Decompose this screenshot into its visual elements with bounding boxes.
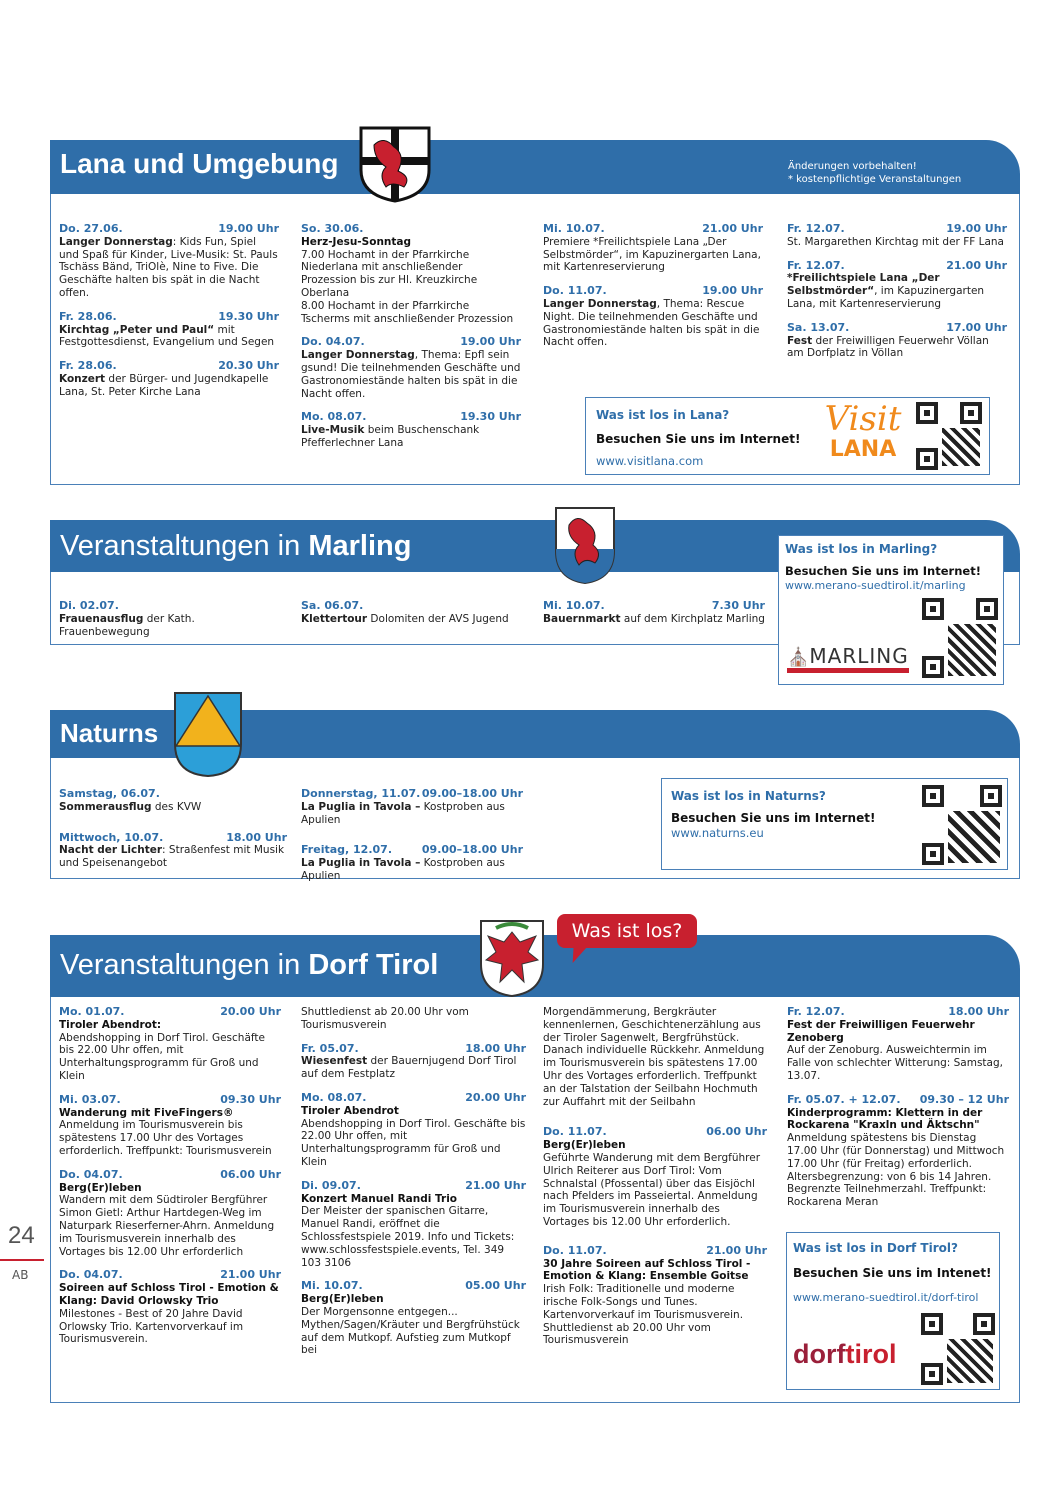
event-continued: Shuttledienst ab 20.00 Uhr vom Tourismusverein (301, 1006, 469, 1031)
event: Mo. 08.07. 19.30 Uhr Live-Musik beim Buschenschank Pfefferlechner Lana (301, 410, 521, 449)
visitlana-logo: Visit LANA (824, 399, 902, 462)
event: Mi. 03.07. 09.30 Uhr Wanderung mit FiveFingers® Anmeldung im Tourismusverein bis spätestens 17.00 Uhr des Vortages erforderlich. Treffpunkt: Tourismusverein (59, 1092, 281, 1157)
lana-col-1 (59, 223, 279, 410)
info-visit: Besuchen Sie uns im Internet! (785, 564, 981, 578)
marling-title: Veranstaltungen in Marling (60, 530, 412, 562)
info-url[interactable]: www.merano-suedtirol.it/dorf-tirol (793, 1291, 979, 1304)
marling-logo: ⛪MARLING (787, 644, 909, 673)
event: Mi. 10.07. 05.00 Uhr Berg(Er)leben Der Morgensonne entgegen... Mythen/Sagen/Kräuter und Bergfrühstück auf dem Mutkopf. Aufstieg zum Mutkopf bei (301, 1279, 526, 1357)
info-question: Was ist los in Dorf Tirol? (793, 1241, 958, 1255)
event: Fr. 12.07. 19.00 Uhr St. Margarethen Kirchtag mit der FF Lana (787, 222, 1007, 248)
event: Do. 04.07. 19.00 Uhr Langer Donnerstag, Thema: Epfl sein gsund! Die teilnehmenden Geschäfte und Gastronomiestände halten bis spät in die Nacht offen. (301, 335, 521, 400)
event: Donnerstag, 11.07. 09.00–18.00 Uhr La Puglia in Tavola – Kostproben aus Apulien (301, 787, 523, 826)
naturns-info-box[interactable] (661, 778, 1008, 870)
event: Fr. 05.07. + 12.07. 09.30 – 12 Uhr Kinderprogramm: Klettern in der Rockarena "Kraxln und Äktschn" Anmeldung spätestens bis Dienstag 17.00 Uhr (für Donnerstag) und Mittwoch 17.00 Uhr (für Freitag) erforderlich. Altersbegrenzung: von 6 bis 14 Jahren. Begrenzte Teilnehmerzahl. Treffpunkt: Rockarena Meran (787, 1092, 1009, 1209)
marling-col-3 (543, 600, 765, 637)
info-question: Was ist los in Marling? (785, 542, 938, 556)
event: Di. 09.07. 21.00 Uhr Konzert Manuel Randi Trio Der Meister der spanischen Gitarre, Manuel Randi, eröffnet die Schlossfestspiele 2019. Info und Tickets: www.schlossfestspiele.events, Tel. 349 103 3106 (301, 1178, 526, 1269)
event: Mi. 10.07. 21.00 Uhr Premiere *Freilichtspiele Lana „Der Selbstmörder“, im Kapuzinergarten Lana, mit Kartenreservierung (543, 222, 763, 274)
naturns-col-1 (59, 788, 287, 881)
event: Fr. 12.07. 18.00 Uhr Fest der Freiwilligen Feuerwehr Zenoberg Auf der Zenoburg. Ausweichtermin im Falle von schlechter Witterung: Samstag, 13.07. (787, 1005, 1009, 1082)
info-visit: Besuchen Sie uns im Intenet! (793, 1266, 992, 1280)
event: Sa. 13.07. 17.00 Uhr Fest der Freiwilligen Feuerwehr Völlan am Dorfplatz in Völlan (787, 320, 1007, 360)
qr-code-icon (916, 402, 982, 470)
event: Do. 11.07. 21.00 Uhr 30 Jahre Soireen auf Schloss Tirol - Emotion & Klang: Ensemble Goitse Irish Folk: Traditionelle und moderne irische Folk-Songs und Tunes. Kartenvorverkauf im Tourismusverein. Shuttledienst ab 20.00 Uhr vom Tourismusverein (543, 1243, 767, 1347)
tirol-crest-icon (478, 918, 546, 998)
was-ist-los-bubble: Was ist los? (557, 914, 697, 948)
event: Fr. 05.07. 18.00 Uhr Wiesenfest der Bauernjugend Dorf Tirol auf dem Festplatz (301, 1041, 526, 1081)
dorftirol-logo: dorftirol (793, 1339, 897, 1369)
info-url[interactable]: www.visitlana.com (596, 454, 704, 468)
info-url[interactable]: www.merano-suedtirol.it/marling (785, 579, 966, 592)
event: Mittwoch, 10.07. 18.00 Uhr Nacht der Lichter: Straßenfest mit Musik und Speisenangebot (59, 830, 287, 870)
marling-info-box[interactable] (778, 535, 1004, 685)
info-question: Was ist los in Naturns? (671, 789, 826, 803)
lana-col-2 (301, 223, 521, 461)
event: Do. 04.07. 06.00 Uhr Berg(Er)leben Wandern mit dem Südtiroler Bergführer Simon Gietl: Arthur Hartdegen-Weg im Naturpark Rieserferner-Ahrn. Anmeldung im Tourismusverein innerhalb des Vortages bis 12.00 Uhr erforderlich (59, 1167, 281, 1258)
lana-band (50, 140, 1020, 194)
marling-col-1 (59, 600, 279, 649)
event-continued: Morgendämmerung, Bergkräuter kennenlernen, Geschichtenerzählung aus der Tiroler Sagenwelt, Bergfrühstück. Danach individuelle Rückkehr. Anmeldung im Tourismusverein bis spätestens 17.00 Uhr des Vortages erforderlich. Treffpunkt an der Talstation der Seilbahn Hochmuth zur Auffahrt mit der Seilbahn (543, 1006, 765, 1108)
info-url[interactable]: www.naturns.eu (671, 826, 764, 840)
event: Fr. 28.06. 20.30 Uhr Konzert der Bürger- und Jugendkapelle Lana, St. Peter Kirche Lana (59, 359, 279, 398)
lana-note: Änderungen vorbehalten! * kostenpflichtige Veranstaltungen (788, 161, 962, 185)
tirol-col-3 (543, 1006, 767, 1358)
naturns-title: Naturns (60, 718, 159, 748)
page-number: 24 (8, 1222, 35, 1249)
tirol-col-4 (787, 1006, 1009, 1220)
event: Do. 04.07. 21.00 Uhr Soireen auf Schloss Tirol - Emotion & Klang: David Orlowsky Trio Milestones - Best of 20 Jahre David Orlowsky Trio. Kartenvorverkauf im Tourismusverein. (59, 1268, 281, 1346)
info-question: Was ist los in Lana? (596, 408, 730, 422)
lana-info-box[interactable] (585, 397, 990, 475)
tirol-col-1 (59, 1006, 281, 1357)
info-visit: Besuchen Sie uns im Internet! (596, 432, 801, 446)
event: Fr. 28.06. 19.30 Uhr Kirchtag „Peter und Paul“ mit Festgottesdienst, Evangelium und Segen (59, 309, 279, 349)
marling-col-2 (301, 600, 521, 637)
event: Fr. 12.07. 21.00 Uhr *Freilichtspiele Lana „Der Selbstmörder“, im Kapuzinergarten Lana, mit Kartenreservierung (787, 258, 1007, 310)
page-code: AB (12, 1268, 29, 1282)
event: Samstag, 06.07. Sommerausflug des KVW (59, 787, 202, 813)
naturns-col-2 (301, 788, 523, 894)
event: Mi. 10.07. 7.30 Uhr Bauernmarkt auf dem Kirchplatz Marling (543, 599, 765, 625)
tirol-info-box[interactable] (786, 1232, 1000, 1390)
event: Do. 11.07. 06.00 Uhr Berg(Er)leben Geführte Wanderung mit dem Bergführer Ulrich Reiterer aus Dorf Tirol: Vom Schnalstal (Pfossental) über das Eisjöchl nach Pfelders im Passeiertal. Anmeldung im Tourismusverein innerhalb des Vortages bis 12.00 Uhr erforderlich. (543, 1125, 767, 1228)
lana-col-4 (787, 223, 1007, 371)
event: Mo. 01.07. 20.00 Uhr Tiroler Abendrot: Abendshopping in Dorf Tirol. Geschäfte bis 22.00 Uhr offen, mit Unterhaltungsprogramm für Groß und Klein (59, 1005, 281, 1082)
event: Do. 27.06. 19.00 Uhr Langer Donnerstag: Kids Fun, Spiel und Spaß für Kinder, Live-Musik: St. Pauls Tschäss Bänd, TriOlè, Nine to Five. Die Geschäfte halten bis spät in die Nacht offen. (59, 222, 279, 299)
qr-code-icon (922, 785, 1002, 865)
event: Freitag, 12.07. 09.00–18.00 Uhr La Puglia in Tavola – Kostproben aus Apulien (301, 843, 523, 882)
page-rule (0, 1259, 44, 1261)
lana-crest-icon (358, 125, 432, 203)
event: Sa. 06.07. Klettertour Dolomiten der AVS Jugend (301, 599, 509, 625)
event: So. 30.06. Herz-Jesu-Sonntag 7.00 Hochamt in der Pfarrkirche Niederlana mit anschließender Prozession bis zur Hl. Kreuzkirche Oberlana 8.00 Hochamt in der Pfarrkirche Tscherms mit anschließender Prozession (301, 222, 514, 325)
lana-col-3 (543, 223, 763, 360)
qr-code-icon (922, 598, 998, 678)
tirol-title: Veranstaltungen in Dorf Tirol (60, 949, 439, 981)
lana-title: Lana und Umgebung (60, 148, 339, 179)
event: Mo. 08.07. 20.00 Uhr Tiroler Abendrot Abendshopping in Dorf Tirol. Geschäfte bis 22.00 Uhr offen, mit Unterhaltungsprogramm für Groß und Klein (301, 1090, 526, 1168)
event: Di. 02.07. Frauenausflug der Kath. Frauenbewegung (59, 599, 195, 638)
qr-code-icon (921, 1313, 995, 1385)
tirol-col-2 (301, 1006, 526, 1368)
event: Do. 11.07. 19.00 Uhr Langer Donnerstag, Thema: Rescue Night. Die teilnehmenden Geschäfte und Gastronomiestände halten bis spät in die Nacht offen. (543, 284, 763, 349)
church-icon: ⛪ (787, 647, 810, 668)
info-visit: Besuchen Sie uns im Internet! (671, 811, 876, 825)
